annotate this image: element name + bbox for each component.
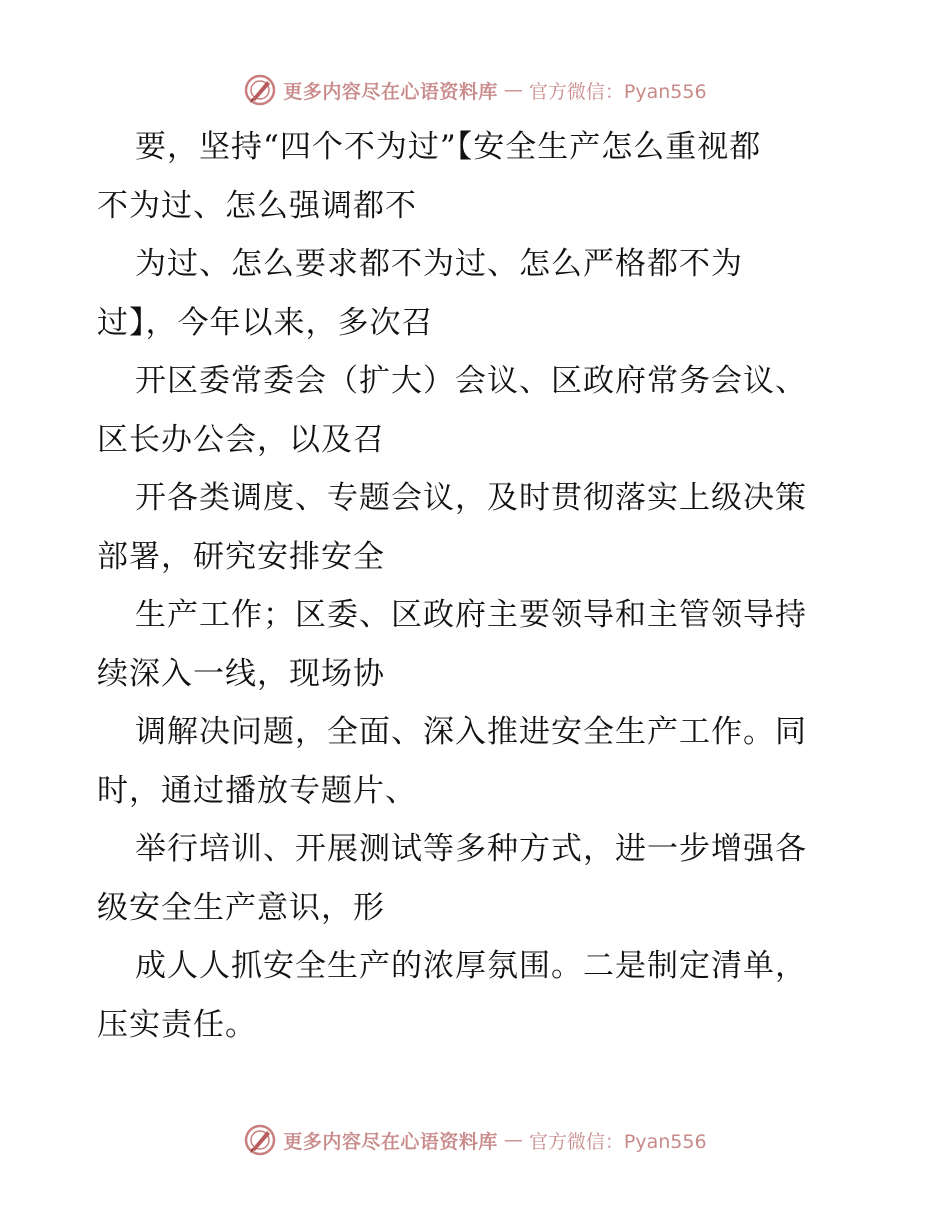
text-line: 部署，研究安排安全 — [97, 538, 385, 575]
seal-logo-icon — [243, 73, 277, 107]
watermark-contact: 官方微信：Pyan556 — [528, 80, 707, 103]
text-line: 续深入一线，现场协 — [97, 655, 385, 692]
footer-watermark — [0, 1120, 950, 1160]
text-line: 压实责任。 — [97, 1006, 257, 1043]
text-line: 级安全生产意识，形 — [97, 889, 385, 926]
watermark-brand: 更多内容尽在心语资料库 — [283, 1130, 498, 1153]
watermark-group — [243, 1123, 706, 1157]
text-line: 调解决问题，全面、深入推进安全生产工作。同 — [135, 714, 807, 750]
text-line: 不为过、怎么强调都不 — [97, 187, 417, 224]
text-line: 开各类调度、专题会议，及时贯彻落实上级决策 — [135, 480, 807, 516]
text-line: 举行培训、开展测试等多种方式，进一步增强各 — [135, 831, 807, 867]
text-line: 为过、怎么要求都不为过、怎么严格都不为 — [135, 246, 743, 282]
document-body — [97, 118, 857, 1054]
header-watermark — [0, 70, 950, 110]
seal-logo-icon — [243, 1123, 277, 1157]
watermark-brand: 更多内容尽在心语资料库 — [283, 80, 498, 103]
text-line: 时，通过播放专题片、 — [97, 772, 417, 809]
watermark-dash: — — [503, 1129, 523, 1151]
watermark-group — [243, 73, 706, 107]
text-line: 区长办公会，以及召 — [97, 421, 385, 458]
watermark-contact: 官方微信：Pyan556 — [528, 1130, 707, 1153]
text-line: 要，坚持“四个不为过”【安全生产怎么重视都 — [135, 129, 762, 165]
text-line: 开区委常委会（扩大）会议、区政府常务会议、 — [135, 363, 807, 399]
watermark-dash: — — [503, 79, 523, 101]
text-line: 过】，今年以来，多次召 — [97, 304, 434, 341]
text-line: 生产工作；区委、区政府主要领导和主管领导持 — [135, 597, 807, 633]
text-line: 成人人抓安全生产的浓厚氛围。二是制定清单， — [135, 948, 807, 984]
